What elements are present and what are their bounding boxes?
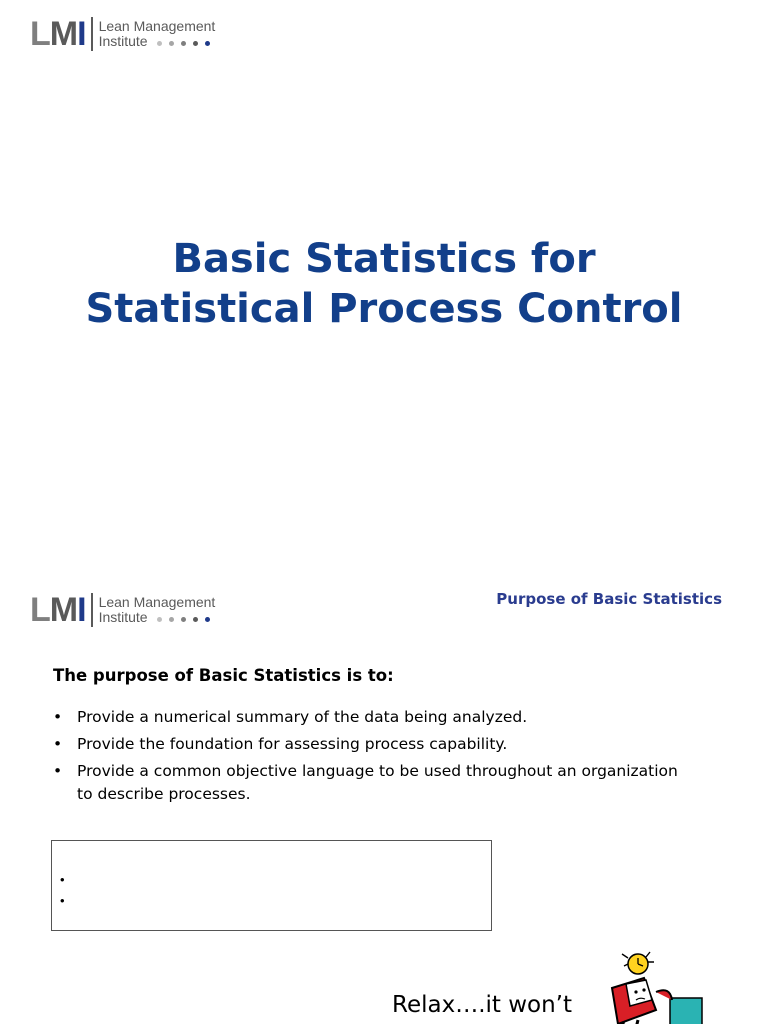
logo-dots — [157, 617, 210, 622]
slide-header-title: Purpose of Basic Statistics — [496, 590, 722, 608]
logo-dot — [193, 41, 198, 46]
logo-letter-i: I — [77, 15, 86, 53]
bullet-item: • Provide a common objective language to be used throughout an organization to describe processes. — [53, 760, 693, 806]
lmi-logo — [30, 17, 215, 51]
logo-text — [99, 19, 216, 49]
logo-dot — [193, 617, 198, 622]
logo-line-2: Institute — [99, 34, 216, 49]
logo-letter-l: L — [30, 591, 50, 629]
logo-divider — [91, 593, 93, 627]
logo-divider — [91, 17, 93, 51]
logo-dot — [169, 41, 174, 46]
lmi-logo-mark — [30, 593, 86, 627]
lmi-logo-mark — [30, 17, 86, 51]
lmi-logo — [30, 593, 215, 627]
intro-heading: The purpose of Basic Statistics is to: — [53, 666, 394, 685]
empty-text-box — [51, 840, 492, 931]
purpose-bullet-list — [53, 706, 693, 810]
slide-title-line-1: Basic Statistics for — [172, 236, 596, 282]
logo-letter-l: L — [30, 15, 50, 53]
bullet-item: • Provide a numerical summary of the data being analyzed. — [53, 706, 693, 729]
logo-dot — [205, 41, 210, 46]
logo-dot — [169, 617, 174, 622]
logo-line-2: Institute — [99, 610, 216, 625]
logo-text — [99, 595, 216, 625]
logo-dots — [157, 41, 210, 46]
logo-line-1: Lean Management — [98, 594, 216, 610]
bullet-item: • Provide the foundation for assessing process capability. — [53, 733, 693, 756]
logo-line-1: Lean Management — [98, 18, 216, 34]
relax-caption: Relax….it won’t — [392, 992, 573, 1018]
logo-dot — [157, 617, 162, 622]
box-bullet: • — [60, 872, 65, 887]
logo-letter-i: I — [77, 591, 86, 629]
box-bullet: • — [60, 893, 65, 908]
logo-letter-m: M — [49, 591, 78, 629]
logo-letter-m: M — [49, 15, 78, 53]
content-slide — [0, 560, 768, 1024]
logo-dot — [181, 41, 186, 46]
slide-title-line-2: Statistical Process Control — [85, 286, 683, 332]
logo-dot — [181, 617, 186, 622]
stressed-figure-with-alarm-clock-icon — [598, 948, 708, 1024]
logo-dot — [157, 41, 162, 46]
logo-dot — [205, 617, 210, 622]
slide-title — [0, 234, 768, 334]
